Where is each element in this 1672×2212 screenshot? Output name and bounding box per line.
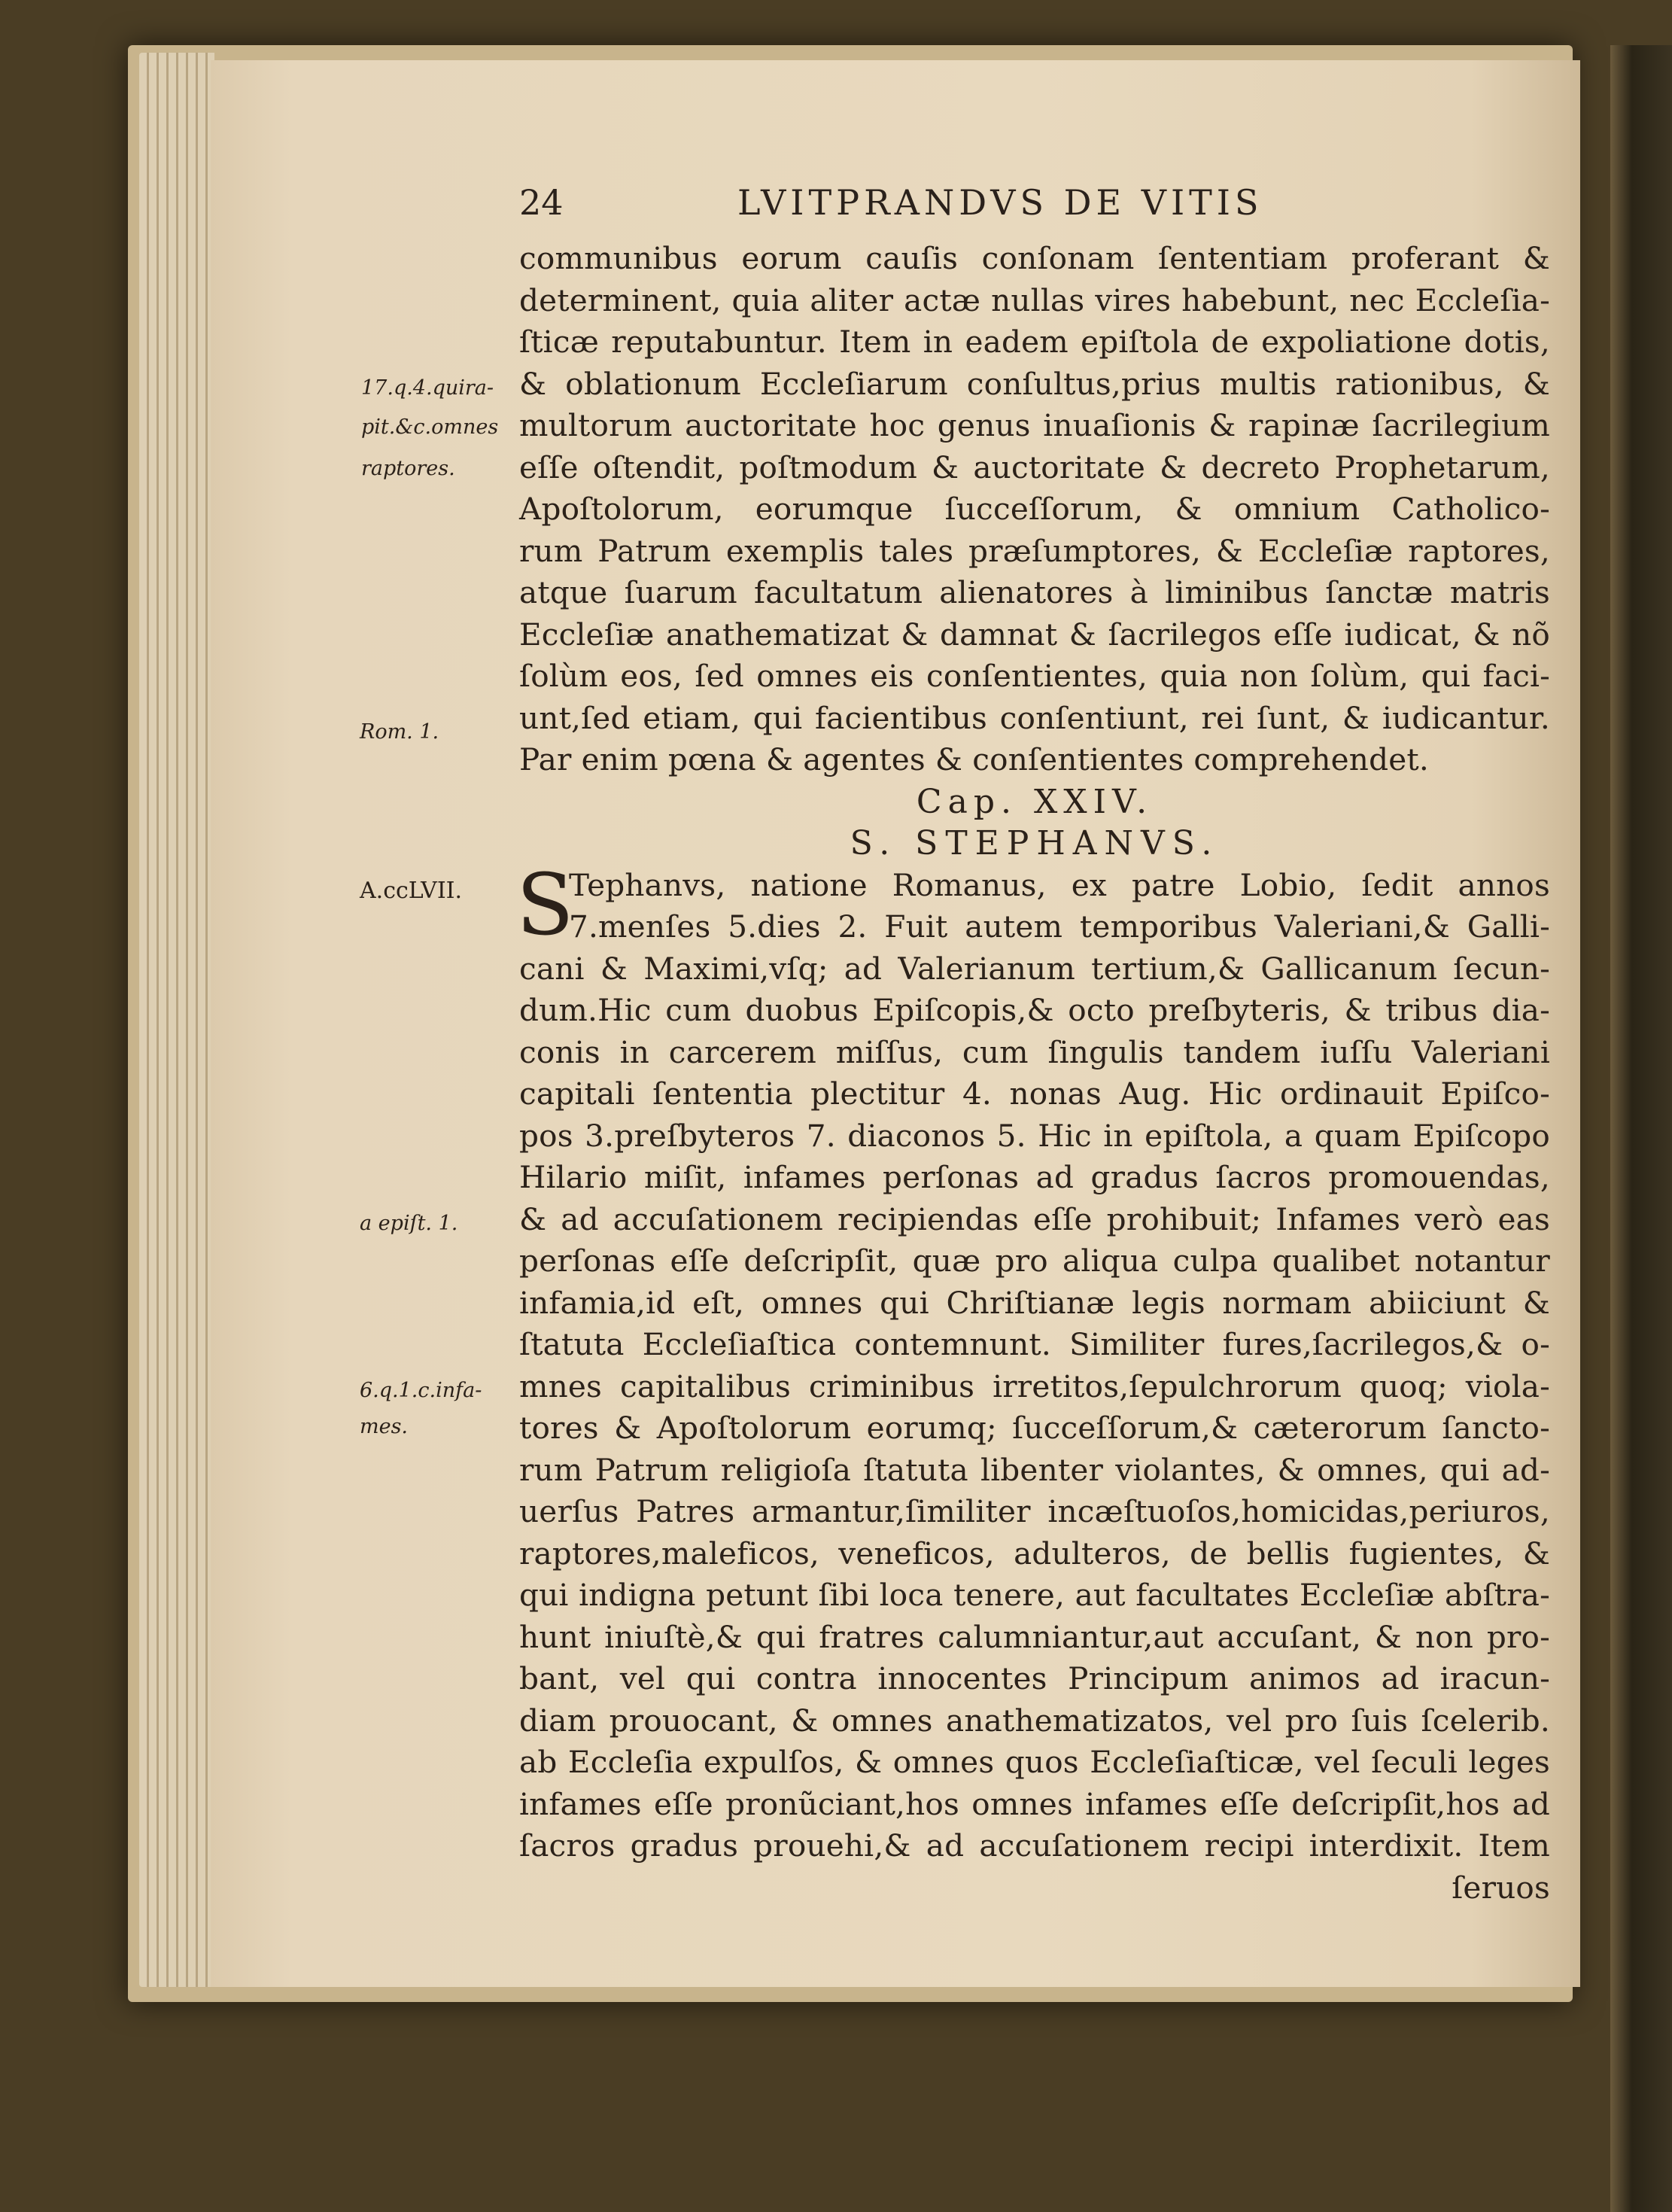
text-line: mnes capitalibus criminibus irretitos,ſepulchrorum quoq; viola- xyxy=(519,1368,1550,1404)
text-line: rum Patrum religioſa ſtatuta libenter violantes, & omnes, qui ad- xyxy=(519,1451,1550,1488)
chapter-first-line: Tephanvs, natione Romanus, ex patre Lobio, ſedit annos xyxy=(569,866,1550,903)
text-line: qui indigna petunt ſibi loca tenere, aut facultates Eccleſiæ abſtra- xyxy=(519,1577,1550,1613)
marginal-note: Rom. 1. xyxy=(360,720,439,744)
text-line: infamia,id eſt, omnes qui Chriſtianæ legis normam abiiciunt & xyxy=(519,1284,1550,1321)
text-line: bant, vel qui contra innocentes Principum animos ad iracun- xyxy=(519,1660,1550,1696)
text-line: Par enim pœna & agentes & conſentientes comprehendet. xyxy=(519,741,1429,777)
running-title: LVITPRANDVS DE VITIS xyxy=(737,182,1263,223)
text-line: hunt iniuſtè,& qui fratres calumniantur,aut accuſant, & non pro- xyxy=(519,1618,1550,1655)
text-line: communibus eorum cauſis conſonam ſententiam proferant & xyxy=(519,240,1550,276)
text-line: infames eſſe pronũciant,hos omnes infames eſſe deſcripſit,hos ad xyxy=(519,1785,1550,1822)
text-line: ſacros gradus prouehi,& ad accuſationem recipi interdixit. Item xyxy=(519,1827,1550,1864)
main-text-block xyxy=(516,238,1550,1909)
text-line: Eccleſiæ anathematizat & damnat & ſacrilegos eſſe iudicat, & nõ xyxy=(519,616,1550,653)
text-line: unt,ſed etiam, qui facientibus conſentiunt, rei ſunt, & iudicantur. xyxy=(519,699,1550,736)
marginal-note: mes. xyxy=(360,1415,409,1438)
text-line: determinent, quia aliter actæ nullas vires habebunt, nec Eccleſia- xyxy=(519,281,1550,318)
text-line: ab Eccleſia expulſos, & omnes quos Eccleſiaſticæ, vel ſeculi leges xyxy=(519,1744,1550,1780)
folio-number: 24 xyxy=(519,182,564,223)
saint-heading: S. STEPHANVS. xyxy=(850,824,1220,863)
text-line: ſticæ reputabuntur. Item in eadem epiſtola de expoliatione dotis, xyxy=(519,324,1550,360)
text-line: Hilario miſit, infames perſonas ad gradus ſacros promouendas, xyxy=(519,1159,1550,1195)
catchword: ſeruos xyxy=(1452,1869,1550,1906)
chapter-heading: Cap. XXIV. xyxy=(916,782,1154,821)
marginal-note: raptores. xyxy=(361,457,455,480)
text-line: Apoſtolorum, eorumque ſucceſſorum, & omnium Catholico- xyxy=(519,491,1550,527)
text-line: eſſe oſtendit, poſtmodum & auctoritate & decreto Prophetarum, xyxy=(519,449,1550,485)
text-line: multorum auctoritate hoc genus inuaſionis & rapinæ ſacrilegium xyxy=(519,407,1550,443)
text-line: atque ſuarum facultatum alienatores à liminibus ſanctæ matris xyxy=(519,574,1550,610)
text-line: & ad accuſationem recipiendas eſſe prohibuit; Infames verò eas xyxy=(519,1200,1550,1237)
drop-cap: S xyxy=(516,856,574,954)
text-line: diam prouocant, & omnes anathematizatos, vel pro ſuis ſcelerib. xyxy=(519,1702,1550,1739)
marginal-note: pit.&c.omnes xyxy=(361,415,499,439)
marginal-note: A.ccLVII. xyxy=(360,878,463,904)
page-edges xyxy=(139,53,214,1987)
text-line: & oblationum Eccleſiarum conſultus,prius multis rationibus, & xyxy=(519,365,1550,402)
text-line: cani & Maximi,vſq; ad Valerianum tertium,& Gallicanum ſecun- xyxy=(519,950,1550,987)
text-line: tores & Apoſtolorum eorumq; ſucceſſorum,& cæterorum ſancto- xyxy=(519,1410,1550,1446)
marginal-note: 17.q.4.quira- xyxy=(361,376,494,400)
text-line: raptores,maleficos, veneficos, adulteros, de bellis fugientes, & xyxy=(519,1535,1550,1572)
text-line: ſolùm eos, ſed omnes eis conſentientes, quia non ſolùm, qui faci- xyxy=(519,658,1550,694)
page-header xyxy=(519,178,1332,230)
text-line: uerſus Patres armantur,ſimiliter incæſtuoſos,homicidas,periuros, xyxy=(519,1493,1550,1529)
text-line: 7.menſes 5.dies 2. Fuit autem temporibus Valeriani,& Galli- xyxy=(569,908,1550,945)
book-gutter xyxy=(1610,45,1672,2212)
text-line: dum.Hic cum duobus Epiſcopis,& octo preſbyteris, & tribus dia- xyxy=(519,992,1550,1028)
text-line: rum Patrum exemplis tales præſumptores, & Eccleſiæ raptores, xyxy=(519,532,1550,569)
text-line: capitali ſententia plectitur 4. nonas Aug. Hic ordinauit Epiſco- xyxy=(519,1076,1550,1112)
text-line: perſonas eſſe deſcripſit, quæ pro aliqua culpa qualibet notantur xyxy=(519,1243,1550,1279)
text-line: conis in carcerem miſſus, cum ſingulis tandem iuſſu Valeriani xyxy=(519,1033,1550,1070)
marginal-note: 6.q.1.c.infa- xyxy=(360,1379,482,1402)
marginal-note: a epiſt. 1. xyxy=(360,1212,458,1235)
text-line: pos 3.preſbyteros 7. diaconos 5. Hic in epiſtola, a quam Epiſcopo xyxy=(519,1117,1550,1154)
text-line: ſtatuta Eccleſiaſtica contemnunt. Similiter fures,ſacrilegos,& o- xyxy=(519,1326,1550,1362)
